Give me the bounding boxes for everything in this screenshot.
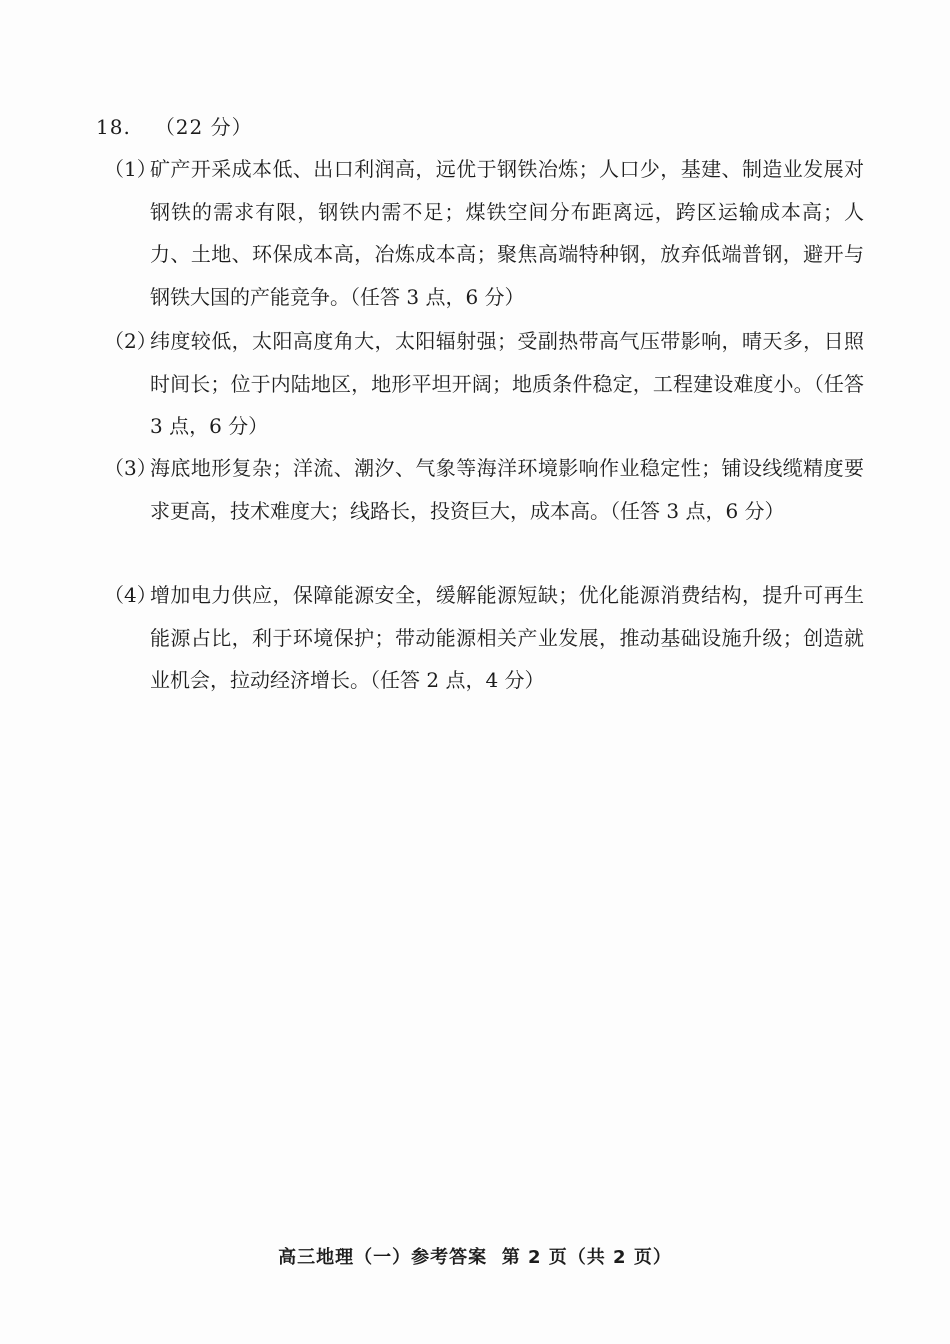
- answer-label: （3）: [104, 456, 157, 480]
- question-number: 18.: [96, 115, 131, 139]
- answer-item: [104, 148, 864, 318]
- answer-item: [104, 447, 864, 532]
- answer-item: [104, 320, 864, 448]
- answer-label: （4）: [104, 583, 157, 607]
- answer-text: 矿产开采成本低、出口利润高，远优于钢铁冶炼；人口少，基建、制造业发展对钢铁的需求有限，钢铁内需不足；煤铁空间分布距离远，跨区运输成本高；人力、土地、环保成本高，冶炼成本高；聚焦高端特种钢，放弃低端普钢，避开与钢铁大国的产能竞争。（任答 3 点，6 分）: [150, 157, 864, 309]
- question-score: （22 分）: [154, 115, 253, 139]
- answer-text: 海底地形复杂；洋流、潮汐、气象等海洋环境影响作业稳定性；铺设线缆精度要求更高，技术难度大；线路长，投资巨大，成本高。（任答 3 点，6 分）: [150, 456, 864, 523]
- answer-text: 增加电力供应，保障能源安全，缓解能源短缺；优化能源消费结构，提升可再生能源占比，利于环境保护；带动能源相关产业发展，推动基础设施升级；创造就业机会，拉动经济增长。（任答 2 点，4 分）: [150, 583, 864, 693]
- answer-label: （2）: [104, 329, 157, 353]
- answer-label: （1）: [104, 157, 157, 181]
- question-header: [96, 112, 253, 142]
- page-footer: 高三地理（一）参考答案 第 2 页（共 2 页）: [278, 1247, 672, 1268]
- answer-item: [104, 574, 864, 702]
- answer-text: 纬度较低，太阳高度角大，太阳辐射强；受副热带高气压带影响，晴天多，日照时间长；位于内陆地区，地形平坦开阔；地质条件稳定，工程建设难度小。（任答 3 点，6 分）: [150, 329, 864, 439]
